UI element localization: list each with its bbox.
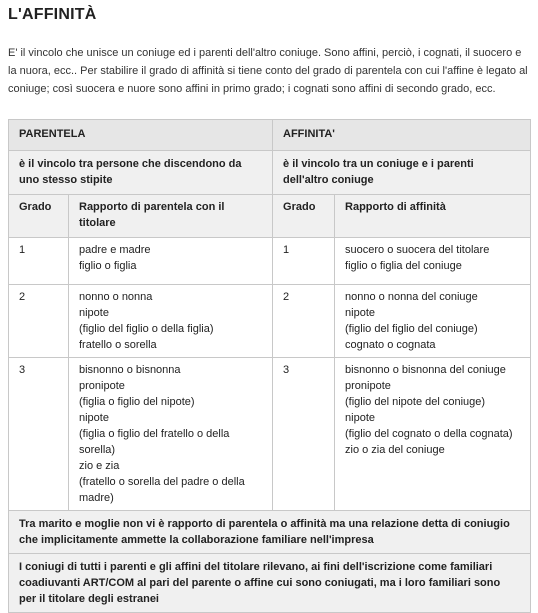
parentela-line: (figlio del figlio o della figlia): [79, 323, 214, 335]
affinita-line: bisnonno o bisnonna del coniuge: [345, 364, 506, 376]
intro-paragraph: E' il vincolo che unisce un coniuge ed i parenti dell'altro coniuge. Sono affini, perciò, i cognati, il suocero e la nuora, ecc.. Per stabilire il grado di affinità si tiene conto del grado di parentela con cui l'affine è legato al coniuge; così suocera e nuore sono affini in primo grado; i cognati sono affini di secondo grado, ecc.: [8, 47, 528, 95]
kinship-table: [8, 119, 531, 613]
parentela-line: nonno o nonna: [79, 291, 153, 303]
note-row: [9, 511, 531, 554]
parentela-line: (figlia o figlio del nipote): [79, 396, 195, 408]
page-title: L'AFFINITÀ: [8, 6, 97, 23]
parentela-line: pronipote: [79, 380, 125, 392]
parentela-cell: [69, 238, 273, 285]
table-header-row: [9, 120, 531, 151]
parentela-line: (fratello o sorella del padre o della madre): [79, 476, 245, 504]
affinita-definition: è il vincolo tra un coniuge e i parenti dell'altro coniuge: [273, 151, 531, 195]
affinita-line: (figlio del nipote del coniuge): [345, 396, 486, 408]
parentela-cell: [69, 285, 273, 358]
affinita-line: cognato o cognata: [345, 339, 436, 351]
col-rapporto-parentela: Rapporto di parentela con il titolare: [69, 195, 273, 238]
column-header-row: [9, 195, 531, 238]
parentela-line: fratello o sorella: [79, 339, 157, 351]
parentela-line: bisnonno o bisnonna: [79, 364, 181, 376]
col-grado-parentela: Grado: [9, 195, 69, 238]
coniugio-note: Tra marito e moglie non vi è rapporto di parentela o affinità ma una relazione detta di coniugio che implicitamente ammette la collaborazione familiare nell'impresa: [9, 511, 531, 554]
parentela-line: (figlia o figlio del fratello o della sorella): [79, 428, 230, 456]
grado-parentela-cell: 3: [9, 358, 69, 511]
parentela-definition: è il vincolo tra persone che discendono da uno stesso stipite: [9, 151, 273, 195]
affinita-cell: [335, 285, 531, 358]
table-row: [9, 238, 531, 285]
note-row: [9, 554, 531, 613]
col-rapporto-affinita: Rapporto di affinità: [335, 195, 531, 238]
grado-parentela-cell: 2: [9, 285, 69, 358]
grado-affinita-cell: 1: [273, 238, 335, 285]
col-grado-affinita: Grado: [273, 195, 335, 238]
affinita-line: figlio o figlia del coniuge: [345, 260, 462, 272]
affinita-line: nonno o nonna del coniuge: [345, 291, 478, 303]
definition-row: [9, 151, 531, 195]
affinita-line: suocero o suocera del titolare: [345, 244, 490, 256]
table-row: [9, 358, 531, 511]
affinita-line: nipote: [345, 307, 375, 319]
parentela-line: figlio o figlia: [79, 260, 137, 272]
affinita-line: (figlio del figlio del coniuge): [345, 323, 478, 335]
parentela-line: padre e madre: [79, 244, 151, 256]
parentela-cell: [69, 358, 273, 511]
affinita-line: nipote: [345, 412, 375, 424]
affinita-line: zio o zia del coniuge: [345, 444, 445, 456]
parentela-line: nipote: [79, 412, 109, 424]
affinita-line: pronipote: [345, 380, 391, 392]
parentela-line: zio e zia: [79, 460, 120, 472]
coadiuvanti-note: I coniugi di tutti i parenti e gli affini del titolare rilevano, ai fini dell'iscrizione come familiari coadiuvanti ART/COM al pari del parente o affine cui sono coniugati, ma i loro familiari sono per il titolare degli estranei: [9, 554, 531, 613]
affinita-cell: [335, 238, 531, 285]
table-body: [9, 238, 531, 613]
parentela-header: PARENTELA: [9, 120, 273, 151]
parentela-line: nipote: [79, 307, 109, 319]
grado-affinita-cell: 3: [273, 358, 335, 511]
affinita-header: AFFINITA': [273, 120, 531, 151]
affinita-cell: [335, 358, 531, 511]
affinita-line: (figlio del cognato o della cognata): [345, 428, 513, 440]
grado-parentela-cell: 1: [9, 238, 69, 285]
table-row: [9, 285, 531, 358]
grado-affinita-cell: 2: [273, 285, 335, 358]
